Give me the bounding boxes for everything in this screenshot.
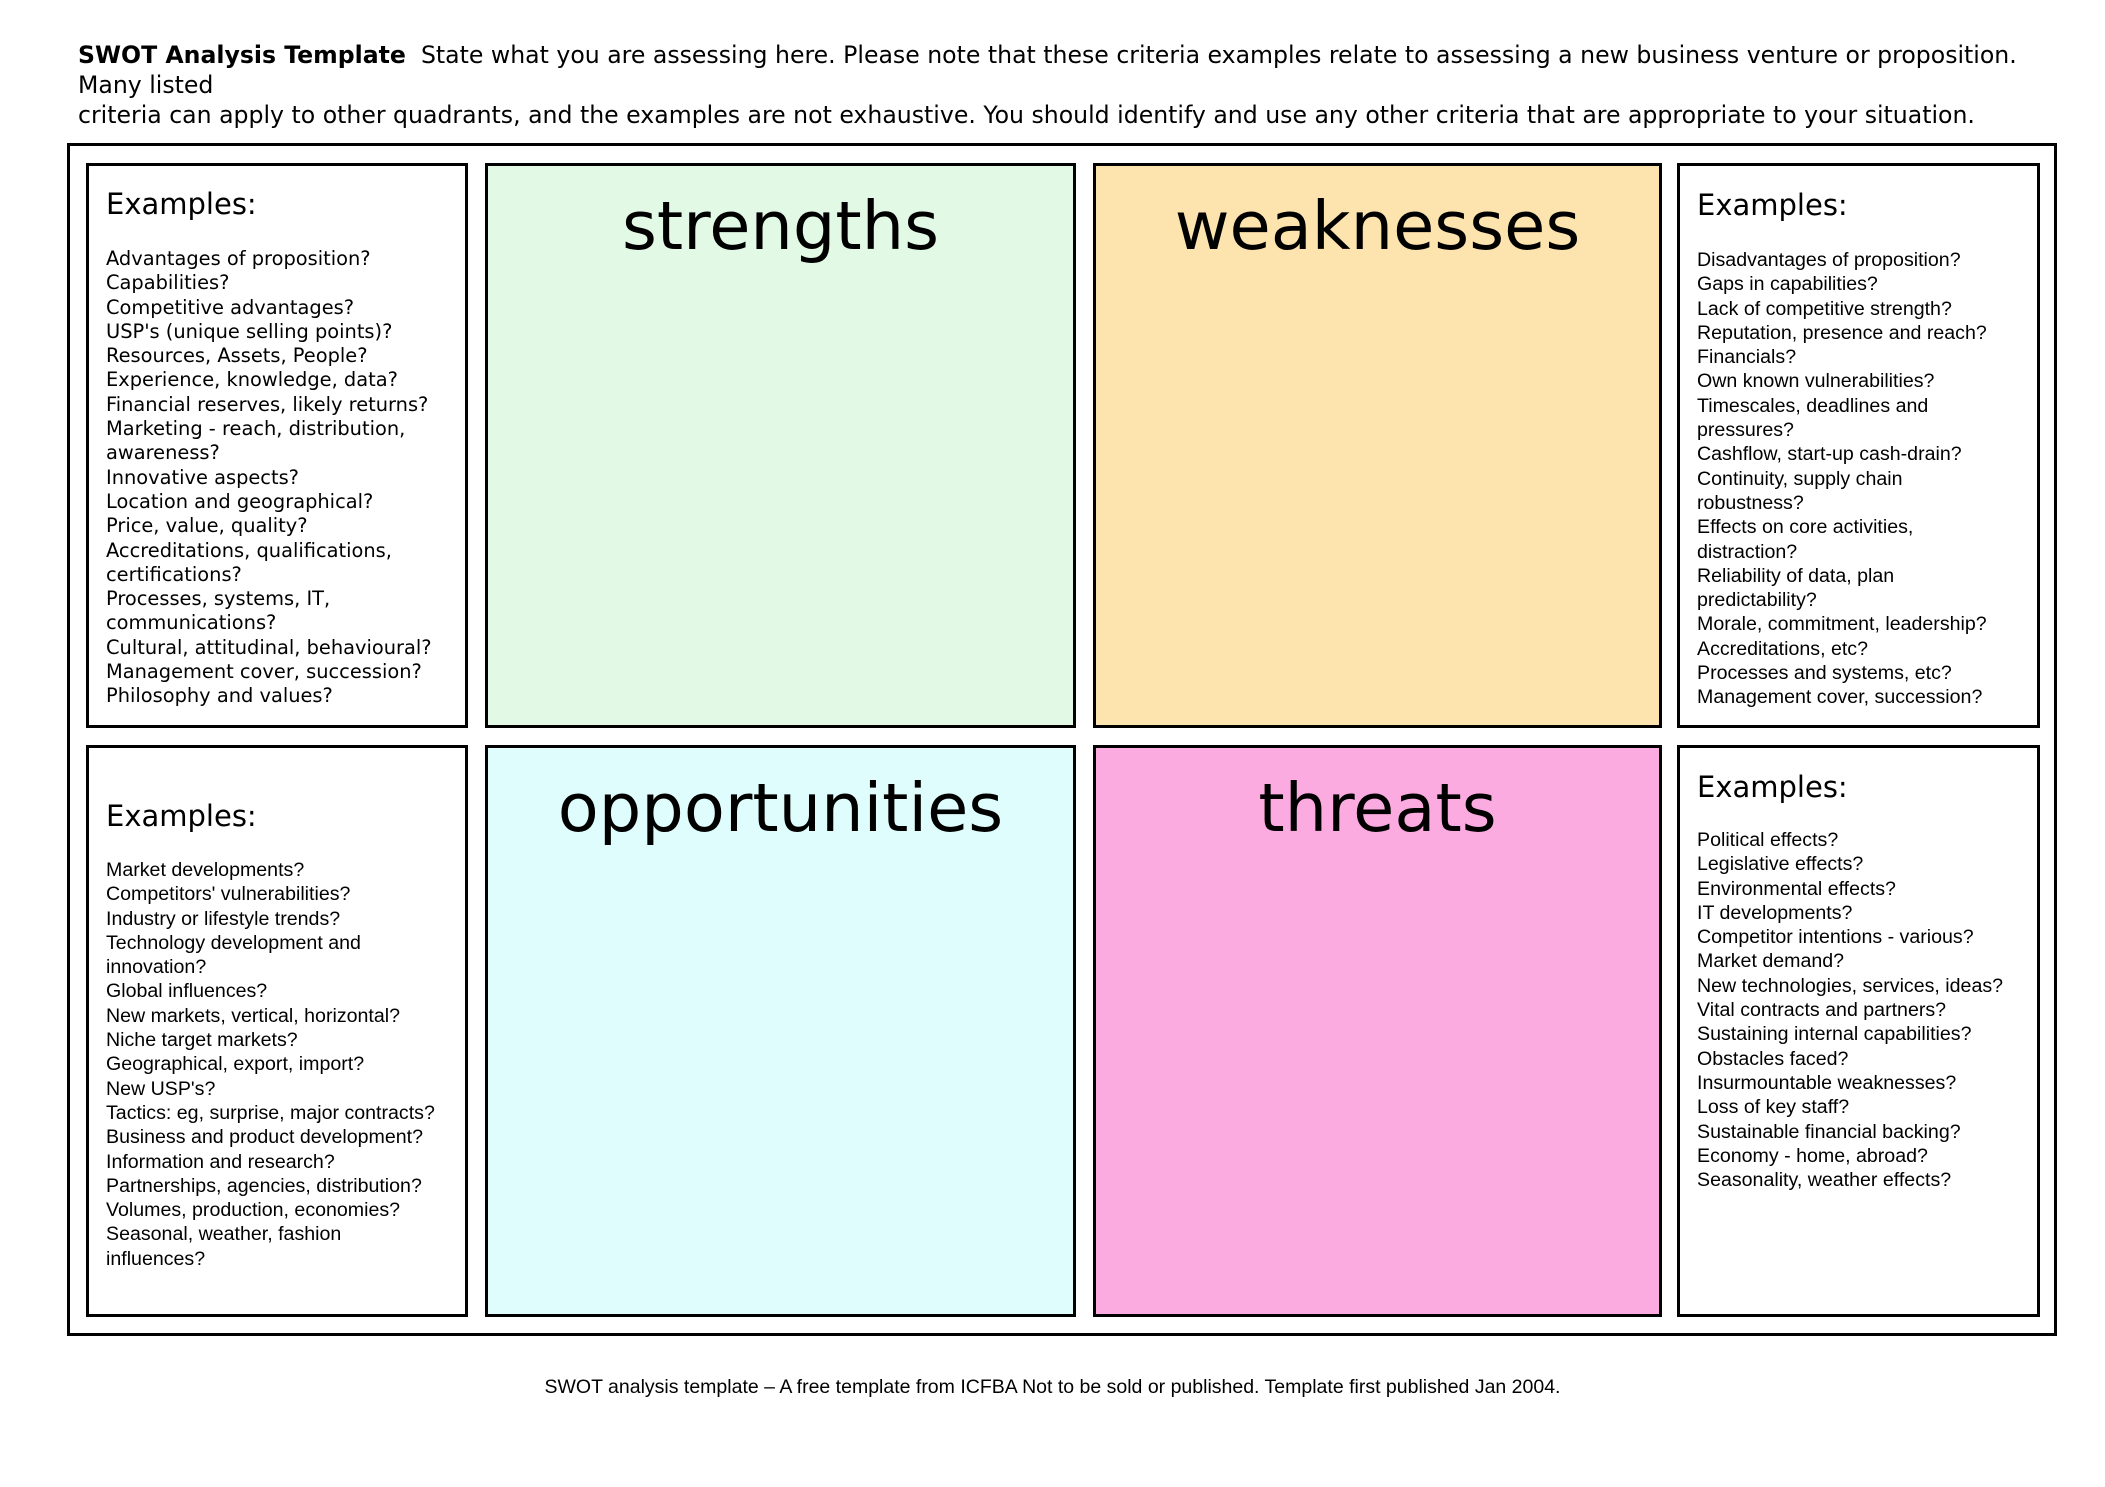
- example-item: Insurmountable weaknesses?: [1697, 1071, 1957, 1094]
- example-item: IT developments?: [1697, 901, 1853, 924]
- example-item: Gaps in capabilities?: [1697, 273, 1878, 296]
- example-item: Industry or lifestyle trends?: [106, 907, 341, 930]
- example-item: Loss of key staff?: [1697, 1096, 1850, 1119]
- example-item: Niche target markets?: [106, 1029, 298, 1052]
- strengths-examples-title: Examples:: [106, 187, 257, 221]
- example-item: Reputation, presence and reach?: [1697, 321, 1987, 344]
- example-item: Cultural, attitudinal, behavioural?: [106, 635, 432, 659]
- example-item: Economy - home, abroad?: [1697, 1144, 1928, 1167]
- example-item: pressures?: [1697, 419, 1794, 442]
- example-item: predictability?: [1697, 589, 1817, 612]
- example-item: distraction?: [1697, 540, 1798, 563]
- example-item: New markets, vertical, horizontal?: [106, 1004, 401, 1027]
- example-item: Reliability of data, plan: [1697, 564, 1895, 587]
- example-item: Experience, knowledge, data?: [106, 368, 398, 392]
- weaknesses-label: weaknesses: [1174, 187, 1581, 265]
- example-item: Market developments?: [106, 859, 305, 881]
- example-item: Innovative aspects?: [106, 465, 299, 489]
- example-item: Financial reserves, likely returns?: [106, 392, 429, 416]
- example-item: communications?: [106, 611, 277, 635]
- example-item: Effects on core activities,: [1697, 516, 1914, 539]
- example-item: Market demand?: [1697, 950, 1845, 973]
- threats-quadrant[interactable]: [1093, 745, 1662, 1317]
- example-item: Partnerships, agencies, distribution?: [106, 1174, 422, 1197]
- example-item: Processes and systems, etc?: [1697, 662, 1952, 685]
- example-item: New USP's?: [106, 1077, 216, 1100]
- example-item: Morale, commitment, leadership?: [1697, 613, 1987, 636]
- example-item: Competitor intentions - various?: [1697, 926, 1974, 949]
- opportunities-examples-list: [106, 858, 435, 1271]
- example-item: Accreditations, qualifications,: [106, 538, 392, 562]
- threats-examples-box: [1677, 745, 2040, 1317]
- example-item: Processes, systems, IT,: [106, 587, 331, 611]
- footer-note: SWOT analysis template – A free template from ICFBA Not to be sold or published. Template first published Jan 2004.: [544, 1376, 1561, 1398]
- weaknesses-examples-box: [1677, 163, 2040, 728]
- example-item: Seasonal, weather, fashion: [106, 1223, 342, 1246]
- example-item: Capabilities?: [106, 271, 230, 295]
- header-text: [78, 40, 2038, 130]
- header-line2: criteria can apply to other quadrants, and the examples are not exhaustive. You should identify and use any other criteria that are appropriate to your situation.: [78, 101, 1975, 129]
- example-item: Marketing - reach, distribution,: [106, 417, 406, 441]
- example-item: Global influences?: [106, 980, 268, 1003]
- example-item: innovation?: [106, 956, 207, 979]
- example-item: Resources, Assets, People?: [106, 344, 368, 368]
- example-item: Lack of competitive strength?: [1697, 297, 1952, 320]
- example-item: Obstacles faced?: [1697, 1047, 1849, 1070]
- threats-examples-title: Examples:: [1697, 770, 1848, 804]
- example-item: Geographical, export, import?: [106, 1053, 365, 1076]
- example-item: Sustaining internal capabilities?: [1697, 1023, 1972, 1046]
- example-item: Timescales, deadlines and: [1697, 394, 1929, 417]
- example-item: Vital contracts and partners?: [1697, 999, 1947, 1022]
- example-item: Sustainable financial backing?: [1697, 1120, 1961, 1143]
- example-item: influences?: [106, 1247, 206, 1270]
- opportunities-examples-box: [86, 745, 468, 1317]
- example-item: Seasonality, weather effects?: [1697, 1169, 1952, 1192]
- example-item: Accreditations, etc?: [1697, 637, 1868, 660]
- strengths-quadrant[interactable]: [485, 163, 1076, 728]
- threats-label: threats: [1258, 769, 1497, 847]
- example-item: Legislative effects?: [1697, 853, 1864, 876]
- example-item: Own known vulnerabilities?: [1697, 370, 1935, 393]
- threats-examples-list: [1697, 828, 2003, 1192]
- example-item: USP's (unique selling points)?: [106, 319, 393, 343]
- example-item: certifications?: [106, 562, 242, 586]
- example-item: Financials?: [1697, 346, 1797, 369]
- example-item: Tactics: eg, surprise, major contracts?: [106, 1101, 435, 1124]
- example-item: robustness?: [1697, 491, 1804, 514]
- example-item: Location and geographical?: [106, 489, 374, 513]
- example-item: Advantages of proposition?: [106, 247, 371, 270]
- example-item: Business and product development?: [106, 1126, 423, 1149]
- example-item: Philosophy and values?: [106, 684, 333, 708]
- example-item: Technology development and: [106, 931, 361, 954]
- weaknesses-examples-list: [1697, 248, 1987, 710]
- example-item: Disadvantages of proposition?: [1697, 249, 1961, 271]
- example-item: Information and research?: [106, 1150, 335, 1173]
- example-item: Volumes, production, economies?: [106, 1199, 401, 1222]
- weaknesses-quadrant[interactable]: [1093, 163, 1662, 728]
- example-item: Management cover, succession?: [1697, 686, 1983, 709]
- header-line1: State what you are assessing here. Please note that these criteria examples relate to assessing a new business venture or proposition. Many listed: [78, 41, 2017, 99]
- strengths-examples-box: [86, 163, 468, 728]
- opportunities-quadrant[interactable]: [485, 745, 1076, 1317]
- example-item: Political effects?: [1697, 829, 1839, 851]
- example-item: awareness?: [106, 441, 220, 465]
- example-item: Competitors' vulnerabilities?: [106, 883, 351, 906]
- example-item: Environmental effects?: [1697, 877, 1896, 900]
- example-item: Continuity, supply chain: [1697, 467, 1903, 490]
- example-item: Management cover, succession?: [106, 660, 422, 684]
- strengths-examples-list: [106, 247, 432, 709]
- weaknesses-examples-title: Examples:: [1697, 188, 1848, 222]
- example-item: New technologies, services, ideas?: [1697, 974, 2004, 997]
- strengths-label: strengths: [621, 187, 940, 265]
- example-item: Price, value, quality?: [106, 514, 308, 538]
- opportunities-label: opportunities: [557, 769, 1004, 847]
- example-item: Competitive advantages?: [106, 295, 355, 319]
- example-item: Cashflow, start-up cash-drain?: [1697, 443, 1962, 466]
- header-title: SWOT Analysis Template: [78, 41, 406, 69]
- opportunities-examples-title: Examples:: [106, 799, 257, 833]
